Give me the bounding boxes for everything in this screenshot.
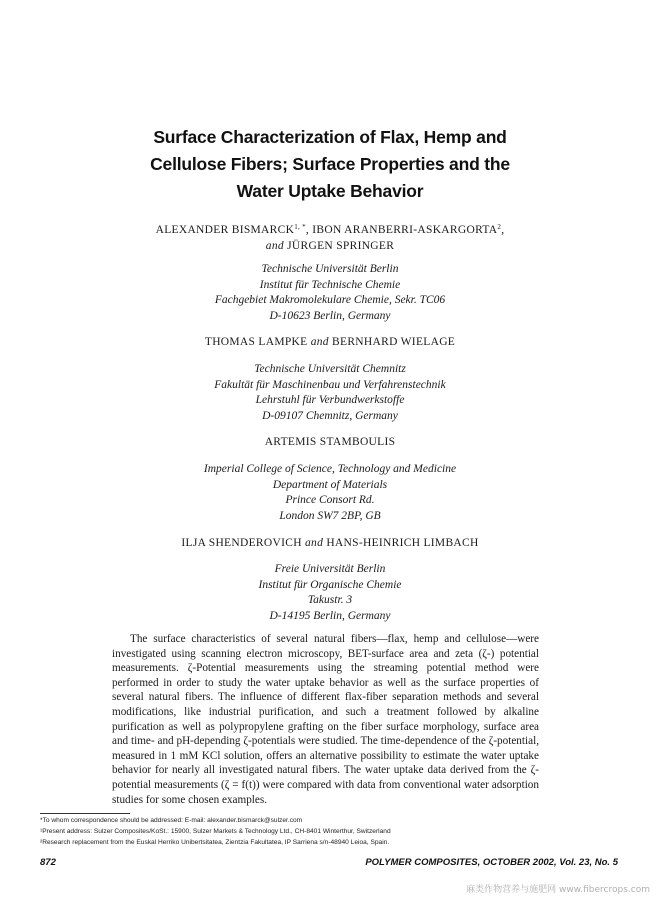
author-name: HANS-HEINRICH LIMBACH (326, 537, 479, 549)
author-name: ALEXANDER BISMARCK (155, 224, 295, 236)
author-line (110, 334, 550, 350)
author-line (110, 535, 550, 551)
author-name: , IBON ARANBERRI-ASKARGORTA (305, 224, 498, 236)
affiliation-line: Takustr. 3 (307, 594, 353, 606)
title-line: Water Uptake Behavior (236, 181, 424, 201)
footnote-rule (40, 813, 130, 814)
affiliation-line: D-14195 Berlin, Germany (269, 609, 391, 622)
abstract: The surface characteristics of several natural fibers—flax, hemp and cellulose—were investigated using scanning electron microscopy, BET-surface area and zeta (ζ-) potential measurements. ζ-Potential measurements using the streaming potential method were performed in order to study the water uptake behavior as well as the surface properties of several natural fibers. The influence of different flax-fiber separation methods and several modifications, like industrial purification, and such a treatment followed by alkaline purification as well as polypropylene grafting on the fiber surface morphology, surface area and time- and pH-depending ζ-potentials were studied. The time-dependence of the ζ-potential, measured in 1 mM KCl solution, offers an alternative possibility to estimate the water uptake behavior for nearly all investigated natural fibers. The water uptake data derived from the ζ-potential measurements (ζ = f(t)) were compared with data from conventional water adsorption studies for some chosen examples. (112, 633, 539, 806)
affiliation-line: Institut für Technische Chemie (259, 278, 401, 291)
author-group-1 (110, 222, 550, 254)
watermark: 麻类作物营养与施肥网 www.fibercrops.com (466, 885, 650, 895)
affiliation-line: Technische Universität Chemnitz (254, 363, 406, 375)
affiliation-line: Fachgebiet Makromolekulare Chemie, Sekr. TC06 (214, 294, 446, 306)
author-name: THOMAS LAMPKE (204, 336, 308, 348)
page-number: 872 (40, 857, 56, 868)
footnote-present-address: ¹Present address: Sulzer Composites/KoSt.: 15900, Sulzer Markets & Technology Ltd., CH-8401 Winterthur, Switzerland (40, 828, 391, 835)
affiliation-line: Prince Consort Rd. (285, 494, 375, 506)
title-line: Surface Characterization of Flax, Hemp and (153, 127, 507, 147)
author-name: ILJA SHENDEROVICH (181, 537, 302, 549)
affiliation-line: Imperial College of Science, Technology and Medicine (203, 463, 457, 475)
affiliation-line: Freie Universität Berlin (274, 563, 386, 575)
author-sup: 2 (497, 223, 502, 231)
journal-citation: POLYMER COMPOSITES, OCTOBER 2002, Vol. 23, No. 5 (365, 857, 618, 868)
paper-title (80, 124, 580, 205)
affiliation-line: London SW7 2BP, GB (279, 509, 381, 522)
author-group-4 (110, 535, 550, 551)
affiliation-line: Lehrstuhl für Verbundwerkstoffe (255, 394, 405, 406)
affiliation-line: Fakultät für Maschinenbau und Verfahrenstechnik (214, 378, 446, 391)
author-and: and (265, 240, 284, 252)
author-name: JÜRGEN SPRINGER (287, 240, 395, 252)
affiliation-line: Institut für Organische Chemie (258, 578, 402, 591)
affiliation-1 (110, 262, 550, 324)
author-and: and (304, 537, 324, 549)
footnote-research: ²Research replacement from the Euskal Herriko Unibertsitatea, Zientzia Fakultatea, IP Sarriena s/n-48940 Leioa, Spain. (40, 839, 390, 846)
author-punct: , (501, 224, 505, 236)
author-line (110, 222, 550, 238)
author-group-2 (110, 334, 550, 350)
author-line (110, 238, 550, 254)
affiliation-3 (110, 462, 550, 524)
footnote-corresponding: *To whom correspondence should be addressed: E-mail: alexander.bismarck@sulzer.com (40, 817, 303, 824)
footnotes (40, 815, 600, 848)
author-sup: 1, * (294, 223, 306, 231)
author-and: and (310, 336, 329, 348)
affiliation-4 (110, 562, 550, 624)
author-name: ARTEMIS STAMBOULIS (264, 436, 396, 448)
affiliation-line: Technische Universität Berlin (261, 263, 399, 275)
author-name: BERNHARD WIELAGE (332, 336, 456, 348)
author-group-3 (110, 434, 550, 450)
affiliation-line: D-10623 Berlin, Germany (269, 309, 391, 322)
affiliation-line: Department of Materials (272, 478, 388, 491)
affiliation-line: D-09107 Chemnitz, Germany (262, 409, 398, 422)
title-line: Cellulose Fibers; Surface Properties and the (150, 154, 510, 174)
affiliation-2 (110, 362, 550, 424)
